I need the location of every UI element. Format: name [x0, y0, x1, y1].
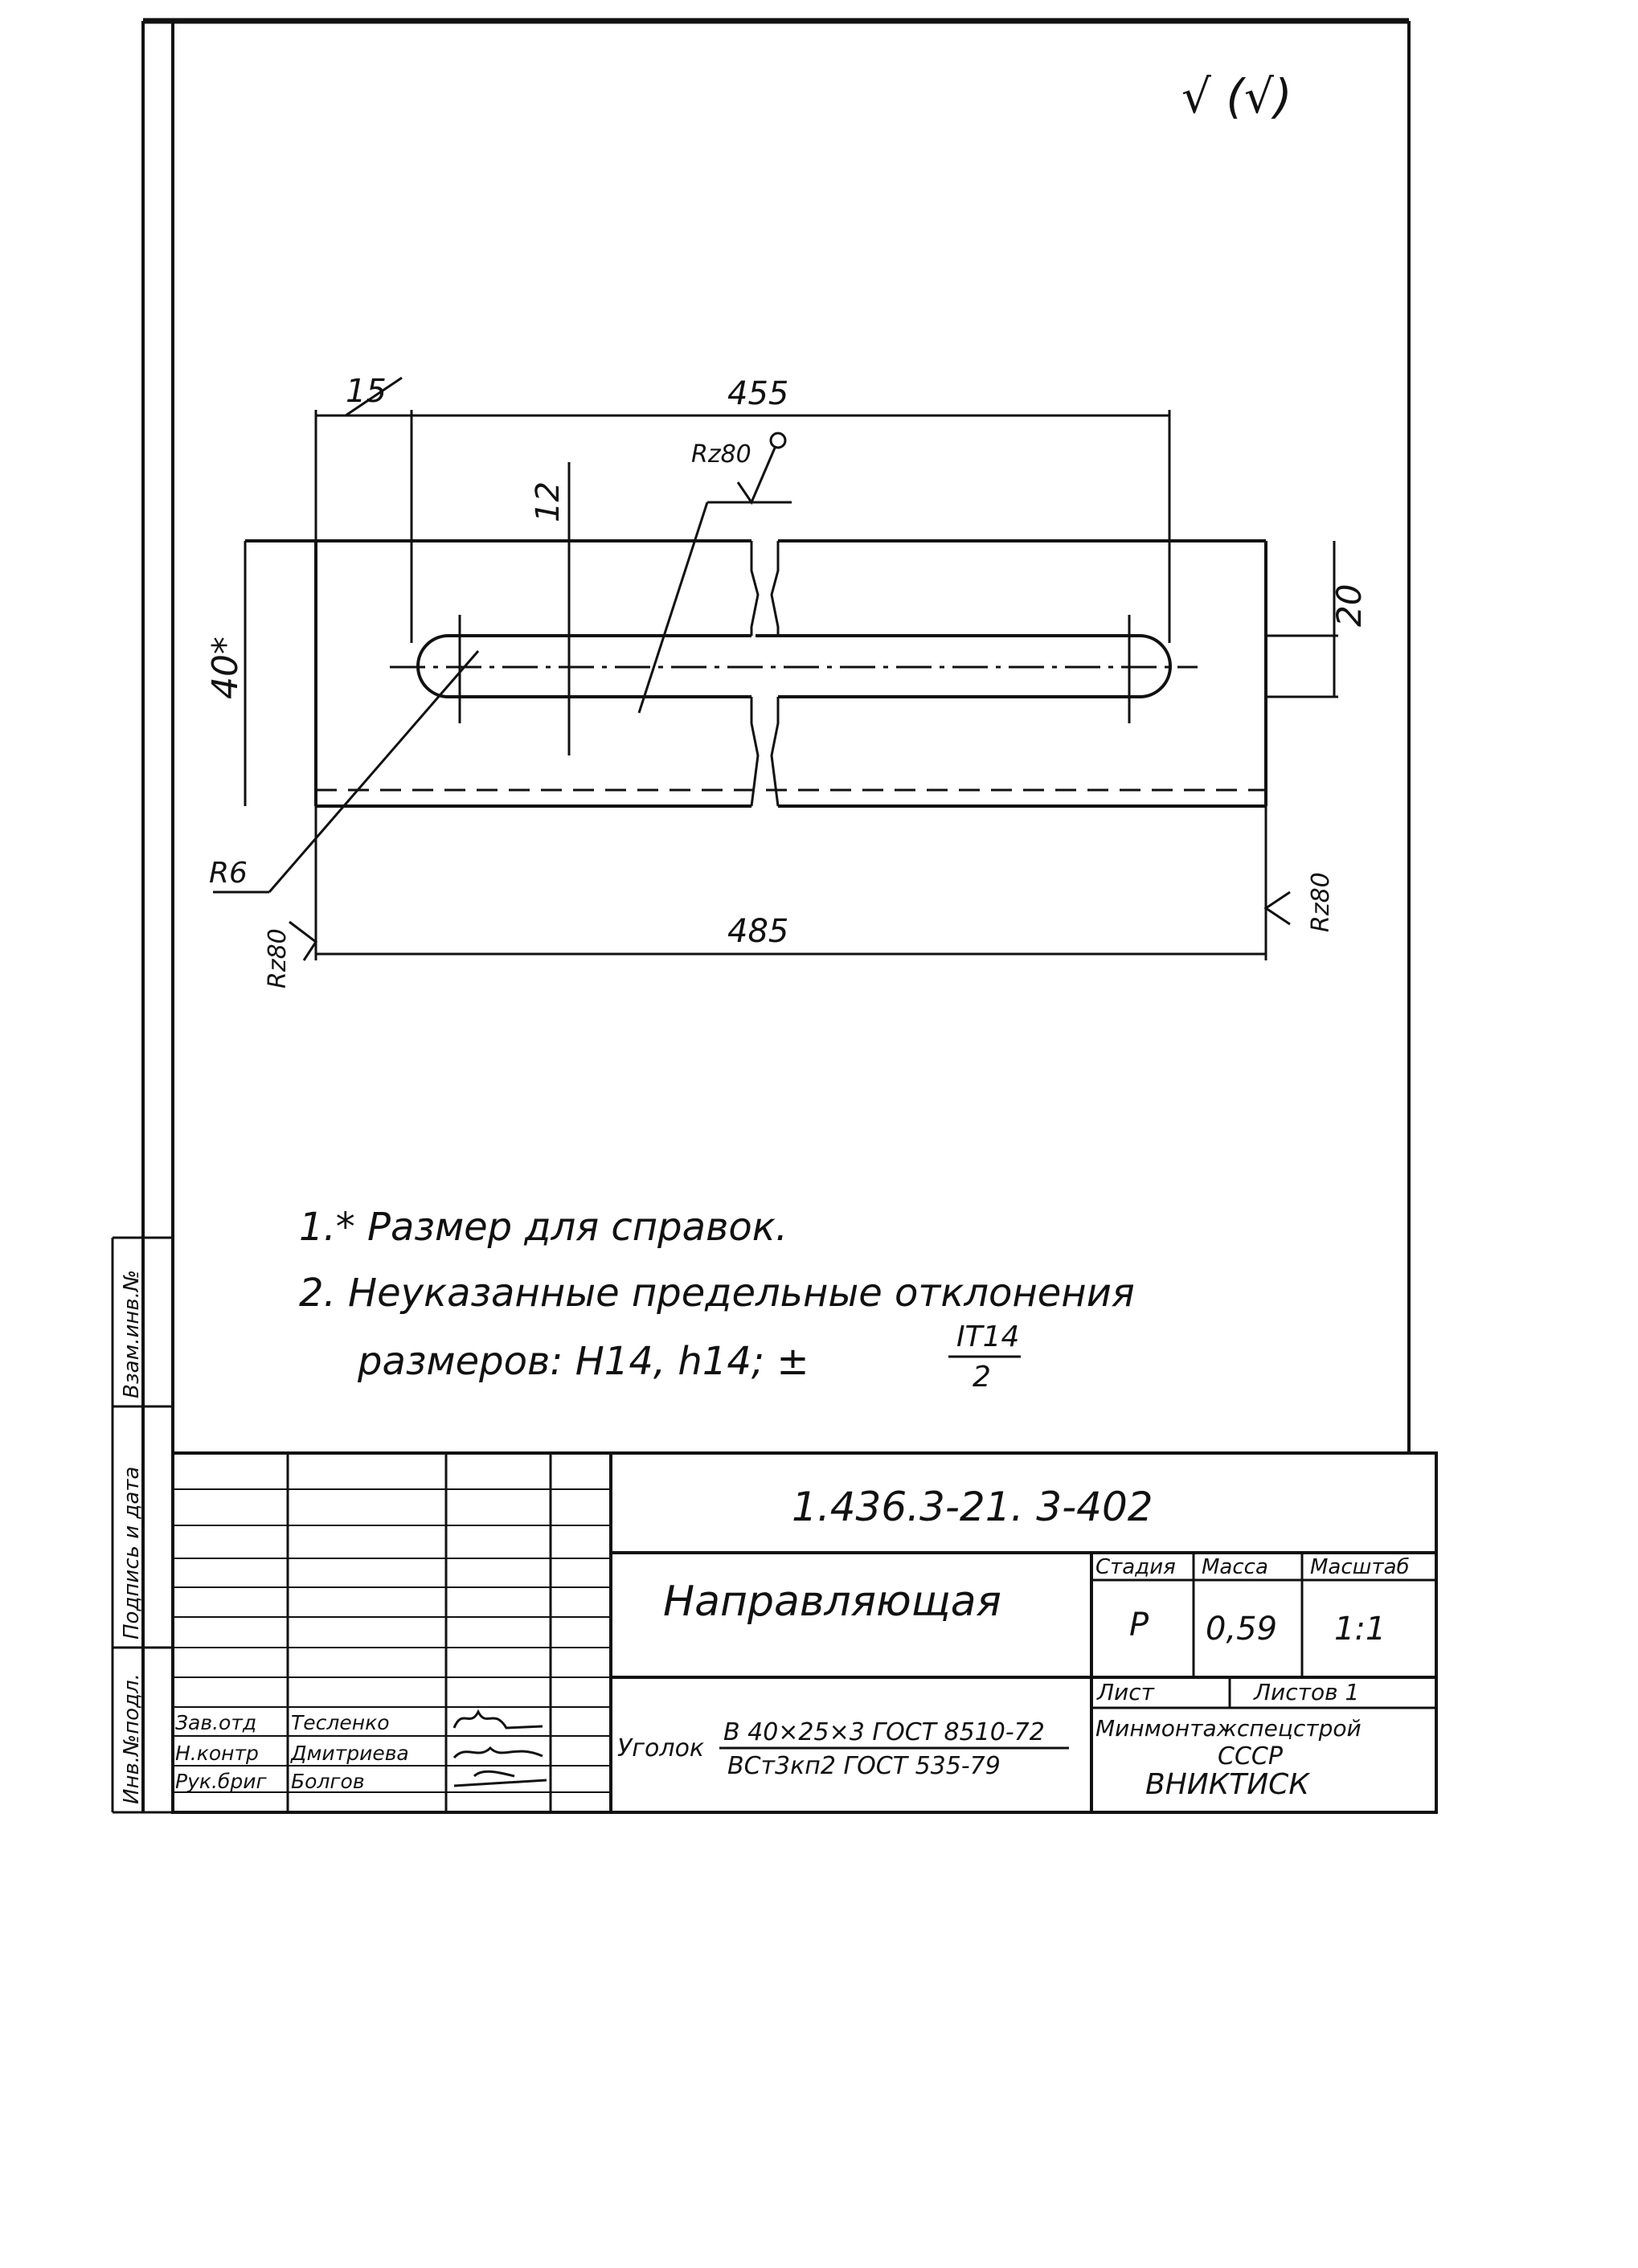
- dim-r6: R6: [209, 857, 248, 890]
- roughness-top: Rz80: [691, 440, 751, 469]
- title-block: [173, 1453, 1436, 1812]
- stage-value: Р: [1129, 1607, 1149, 1644]
- doc-number: 1.436.3-21. 3-402: [792, 1484, 1153, 1530]
- side-stamp-signature-date: Подпись и дата: [120, 1466, 144, 1640]
- stage-header: Стадия: [1095, 1555, 1176, 1579]
- material-prefix: Уголок: [617, 1734, 705, 1762]
- dim-15: 15: [346, 373, 387, 410]
- scale-value: 1:1: [1334, 1611, 1386, 1648]
- part-name: Направляющая: [663, 1578, 1001, 1626]
- dimensions: [205, 373, 1369, 989]
- notes: [299, 1205, 1135, 1394]
- note-3: размеров: H14, h14; ±: [358, 1339, 809, 1384]
- dim-12: 12: [530, 481, 567, 522]
- dim-20: 20: [1329, 583, 1369, 627]
- name-3: Болгов: [291, 1770, 365, 1793]
- roughness-right: Rz80: [1307, 872, 1335, 932]
- side-stamp: [113, 1238, 173, 1812]
- name-1: Тесленко: [291, 1711, 390, 1734]
- name-2: Дмитриева: [291, 1742, 409, 1765]
- dim-485: 485: [727, 913, 789, 950]
- mass-header: Масса: [1202, 1555, 1268, 1579]
- side-stamp-replace-inv: Взам.инв.№: [120, 1270, 144, 1398]
- signature-3: [454, 1771, 547, 1786]
- side-stamp-original-inv: Инв.№подл.: [120, 1673, 144, 1804]
- org-line-2: СССР: [1218, 1742, 1283, 1771]
- material-top: В 40×25×3 ГОСТ 8510-72: [723, 1718, 1045, 1746]
- sheets-label: Листов 1: [1254, 1679, 1360, 1705]
- note-3-denominator: 2: [973, 1361, 991, 1394]
- part-outline: [245, 541, 1266, 806]
- org-line-3: ВНИКТИСК: [1145, 1768, 1309, 1801]
- roughness-symbol: √ (√): [1181, 69, 1292, 124]
- org-line-1: Минмонтажспецстрой: [1095, 1715, 1362, 1742]
- note-3-numerator: IT14: [956, 1320, 1020, 1353]
- signature-2: [454, 1748, 543, 1758]
- note-1: 1.* Размер для справок.: [299, 1205, 788, 1250]
- sheet-frame: [143, 21, 1436, 1812]
- dim-455: 455: [727, 375, 789, 412]
- mass-value: 0,59: [1206, 1611, 1278, 1648]
- material-bottom: ВСт3кп2 ГОСТ 535-79: [727, 1752, 1001, 1780]
- role-3: Рук.бриг: [175, 1770, 267, 1793]
- note-2: 2. Неуказанные предельные отклонения: [299, 1271, 1135, 1316]
- signature-1: [454, 1712, 543, 1728]
- dim-40: 40*: [205, 637, 246, 699]
- roughness-left: Rz80: [264, 928, 292, 989]
- scale-header: Масштаб: [1310, 1555, 1410, 1579]
- role-1: Зав.отд: [175, 1711, 257, 1734]
- sheet-label: Лист: [1097, 1679, 1154, 1705]
- role-2: Н.контр: [175, 1742, 259, 1765]
